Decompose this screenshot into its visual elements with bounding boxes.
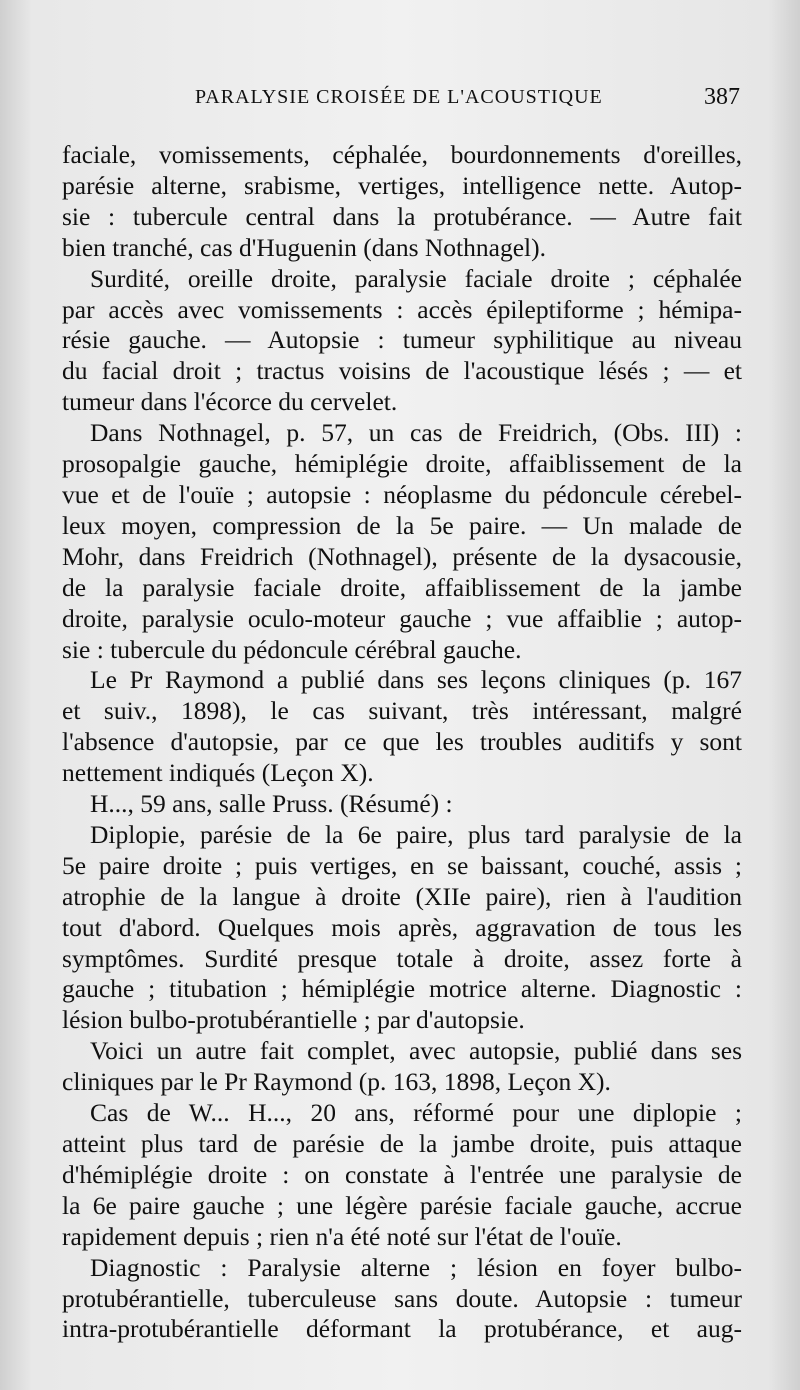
text-line: Diplopie, parésie de la 6e paire, plus tard paralysie de la [90, 819, 742, 849]
text-line: Surdité, oreille droite, paralysie faciale droite ; céphalée [90, 263, 742, 293]
text-line: d'hémiplégie droite : on constate à l'entrée une paralysie de [62, 1159, 742, 1189]
text-line: l'absence d'autopsie, par ce que les troubles auditifs y sont [62, 727, 742, 757]
text-line: tumeur dans l'écorce du cervelet. [62, 387, 398, 417]
text-line: atrophie de la langue à droite (XIIe paire), rien à l'audition [62, 881, 742, 911]
text-line: sie : tubercule central dans la protubérance. — Autre fait [62, 201, 742, 231]
page-number: 387 [704, 84, 740, 110]
page-header [195, 86, 740, 122]
text-line: Dans Nothnagel, p. 57, un cas de Freidrich, (Obs. III) : [90, 418, 742, 448]
text-line: atteint plus tard de parésie de la jambe droite, puis attaque [62, 1129, 742, 1158]
text-line: symptômes. Surdité presque totale à droite, assez forte à [62, 943, 742, 973]
text-line: de la paralysie faciale droite, affaiblissement de la jambe [62, 572, 742, 602]
text-line: Le Pr Raymond a publié dans ses leçons cliniques (p. 167 [90, 665, 742, 695]
text-line: 5e paire droite ; puis vertiges, en se baissant, couché, assis ; [62, 850, 742, 880]
body-text [62, 140, 742, 1345]
text-line: la 6e paire gauche ; une légère parésie faciale gauche, accrue [62, 1190, 742, 1220]
text-line: Voici un autre fait complet, avec autopsie, publié dans ses [90, 1036, 742, 1066]
text-line: et suiv., 1898), le cas suivant, très intéressant, malgré [62, 696, 742, 726]
text-line: tout d'abord. Quelques mois après, aggravation de tous les [62, 912, 742, 942]
text-line: Diagnostic : Paralysie alterne ; lésion en foyer bulbo- [90, 1252, 742, 1282]
text-line: leux moyen, compression de la 5e paire. — Un malade de [62, 510, 742, 540]
text-line: protubérantielle, tuberculeuse sans doute. Autopsie : tumeur [62, 1283, 742, 1313]
text-line: vue et de l'ouïe ; autopsie : néoplasme du pédoncule cérebel- [62, 479, 742, 509]
text-line: nettement indiqués (Leçon X). [62, 758, 374, 788]
text-line: Cas de W... H..., 20 ans, réformé pour une diplopie ; [90, 1098, 742, 1128]
text-line: faciale, vomissements, céphalée, bourdonnements d'oreilles, [62, 140, 742, 169]
text-line: parésie alterne, srabisme, vertiges, intelligence nette. Autop- [62, 170, 742, 200]
text-line: intra-protubérantielle déformant la protubérance, et aug- [62, 1314, 742, 1344]
text-line: gauche ; titubation ; hémiplégie motrice alterne. Diagnostic : [62, 974, 742, 1004]
text-line: rapidement depuis ; rien n'a été noté sur l'état de l'ouïe. [62, 1221, 622, 1251]
text-line: cliniques par le Pr Raymond (p. 163, 1898, Leçon X). [62, 1067, 611, 1097]
text-line: résie gauche. — Autopsie : tumeur syphilitique au niveau [62, 325, 742, 355]
text-line: prosopalgie gauche, hémiplégie droite, affaiblissement de la [62, 449, 742, 479]
text-line: lésion bulbo-protubérantielle ; par d'autopsie. [62, 1005, 525, 1035]
text-line: du facial droit ; tractus voisins de l'acoustique lésés ; — et [62, 356, 742, 386]
text-line: par accès avec vomissements : accès épileptiforme ; hémipa- [62, 294, 742, 324]
running-head: PARALYSIE CROISÉE DE L'ACOUSTIQUE [195, 86, 603, 108]
text-line: Mohr, dans Freidrich (Nothnagel), présente de la dysacousie, [62, 541, 742, 571]
text-line: sie : tubercule du pédoncule cérébral gauche. [62, 634, 522, 664]
text-line: H..., 59 ans, salle Pruss. (Résumé) : [90, 789, 453, 819]
text-line: bien tranché, cas d'Huguenin (dans Nothnagel). [62, 232, 546, 262]
text-line: droite, paralysie oculo-moteur gauche ; vue affaiblie ; autop- [62, 603, 742, 633]
